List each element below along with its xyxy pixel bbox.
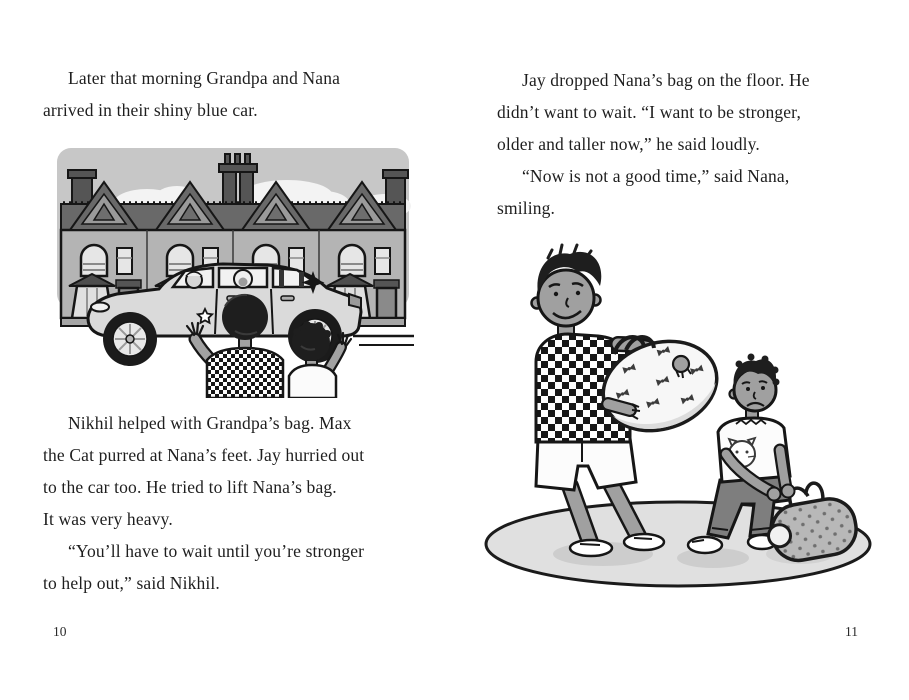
text-line: “You’ll have to wait until you’re stronger xyxy=(68,541,365,561)
right-page-number: 11 xyxy=(845,624,858,639)
text-line: arrived in their shiny blue car. xyxy=(43,100,258,120)
text-line: Nikhil helped with Grandpa’s bag. Max xyxy=(68,413,352,433)
text-line: didn’t want to wait. “I want to be stronger, xyxy=(497,102,801,122)
shorts xyxy=(536,438,636,490)
jay-head xyxy=(730,354,780,412)
text-line: Later that morning Grandpa and Nana xyxy=(68,68,341,88)
front-wheel xyxy=(103,312,157,366)
text-line: “Now is not a good time,” said Nana, xyxy=(522,166,790,186)
text-line: It was very heavy. xyxy=(43,509,173,529)
nikhil-head xyxy=(532,245,602,326)
text-line: Jay dropped Nana’s bag on the floor. He xyxy=(522,70,810,90)
text-line: older and taller now,” he said loudly. xyxy=(497,134,760,154)
right-paragraph-top xyxy=(497,64,810,224)
grandpa-figure xyxy=(186,272,202,288)
left-page-number: 10 xyxy=(53,624,67,639)
left-paragraph-top xyxy=(43,62,340,126)
street-illustration xyxy=(55,146,415,398)
left-paragraph-bottom xyxy=(43,407,364,599)
text-line: the Cat purred at Nana’s feet. Jay hurried out xyxy=(43,445,365,465)
bags-illustration xyxy=(478,242,878,604)
text-line: to the car too. He tried to lift Nana’s bag. xyxy=(43,477,337,497)
text-line: smiling. xyxy=(497,198,556,218)
road-line xyxy=(353,336,414,345)
nana-figure xyxy=(234,270,252,288)
text-line: to help out,” said Nikhil. xyxy=(43,573,220,593)
